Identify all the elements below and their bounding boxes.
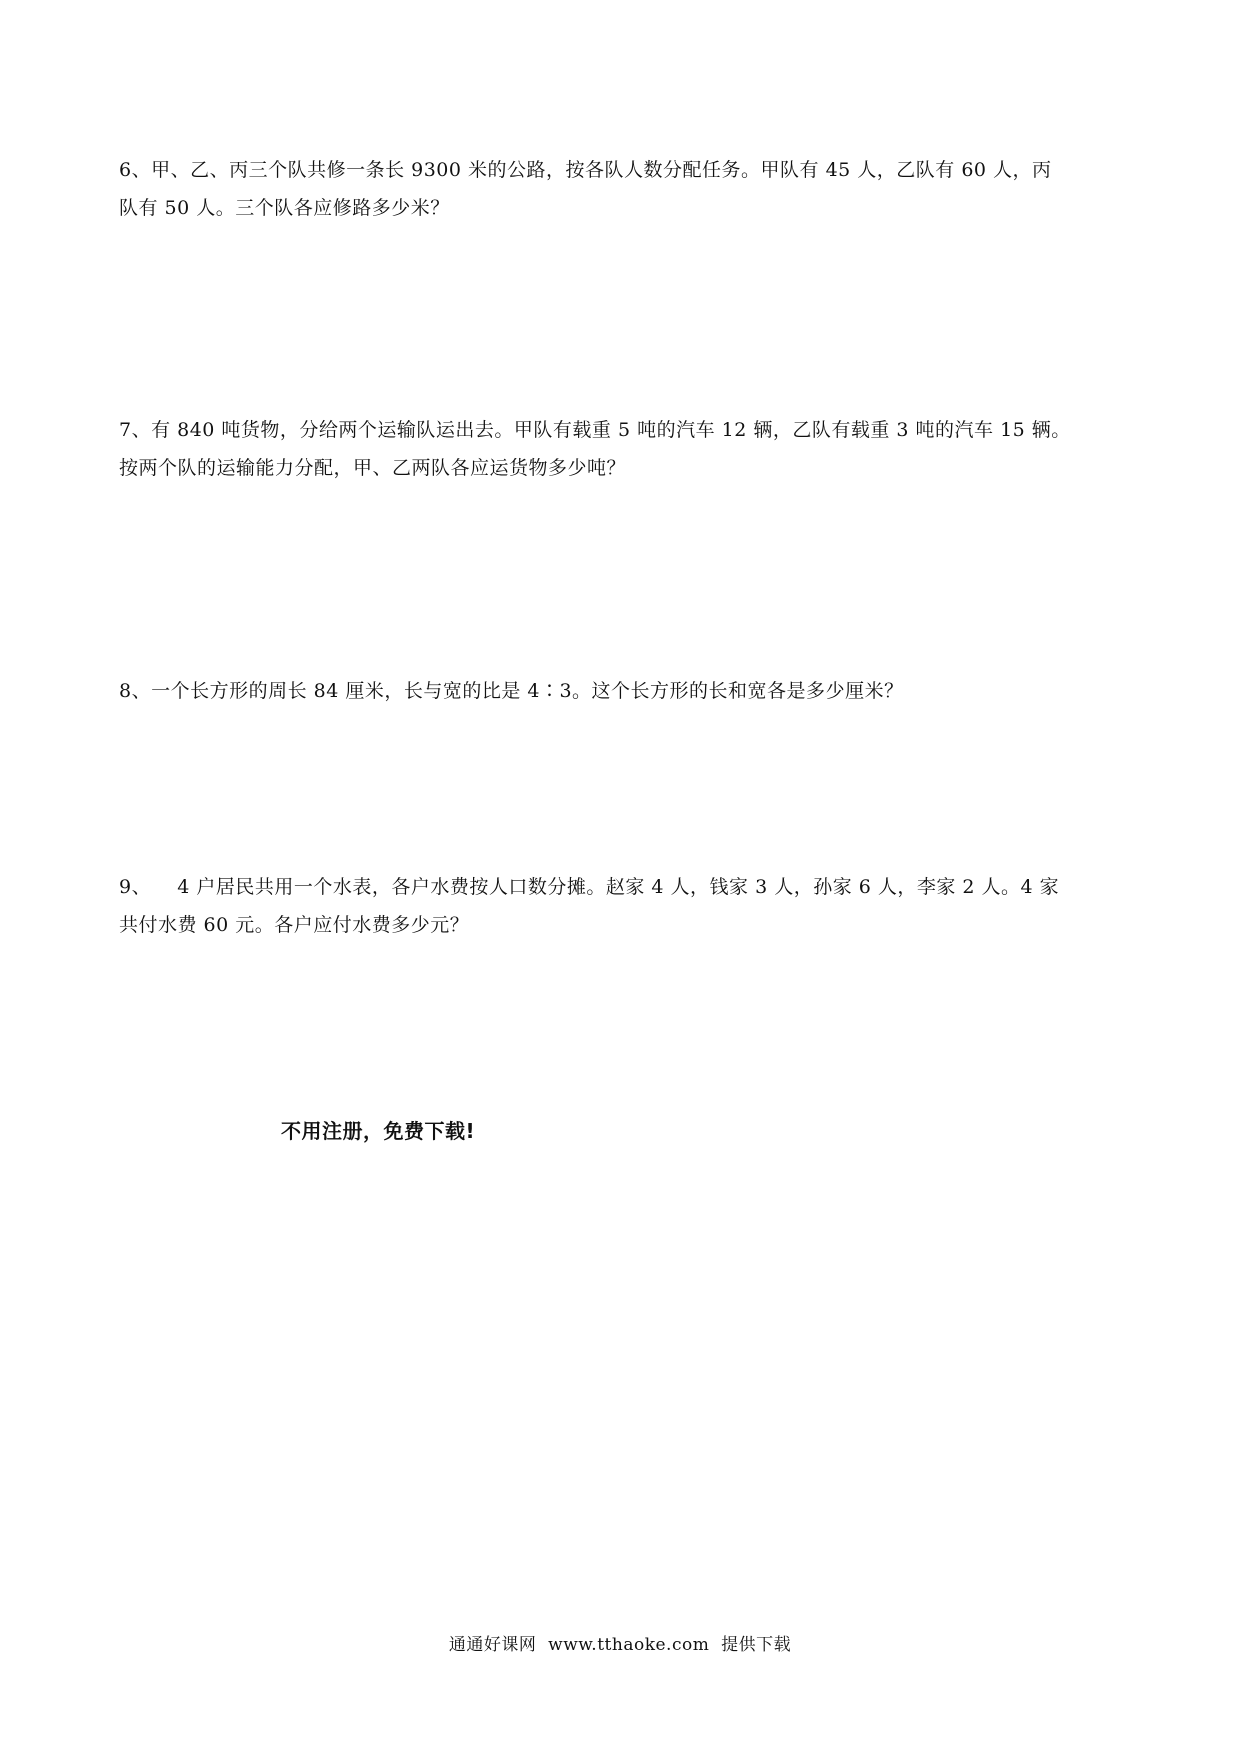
problem-6-line-1: 6、甲、乙、丙三个队共修一条长 9300 米的公路，按各队人数分配任务。甲队有 45 人，乙队有 60 人，丙 [119, 159, 1052, 181]
footer-text: 通通好课网 www.tthaoke.com 提供下载 [448, 1635, 792, 1655]
problem-9-line-2: 共付水费 60 元。各户应付水费多少元？ [119, 914, 470, 936]
problem-8-line-1: 8、一个长方形的周长 84 厘米，长与宽的比是 4∶3。这个长方形的长和宽各是多少厘米？ [119, 680, 904, 702]
problem-9-line-1: 9、 4 户居民共用一个水表，各户水费按人口数分摊。赵家 4 人，钱家 3 人，孙家 6 人，李家 2 人。4 家 [119, 876, 1060, 898]
problem-6 [119, 151, 1129, 227]
problem-6-line-2: 队有 50 人。三个队各应修路多少米？ [119, 197, 450, 219]
problem-9 [119, 868, 1129, 944]
problem-7 [119, 411, 1129, 487]
problem-7-line-2: 按两个队的运输能力分配，甲、乙两队各应运货物多少吨？ [119, 457, 627, 479]
problem-7-line-1: 7、有 840 吨货物，分给两个运输队运出去。甲队有载重 5 吨的汽车 12 辆，乙队有载重 3 吨的汽车 15 辆。 [119, 419, 1071, 441]
promo-text: 不用注册，免费下载! [281, 1119, 476, 1143]
problem-8 [119, 672, 1129, 710]
